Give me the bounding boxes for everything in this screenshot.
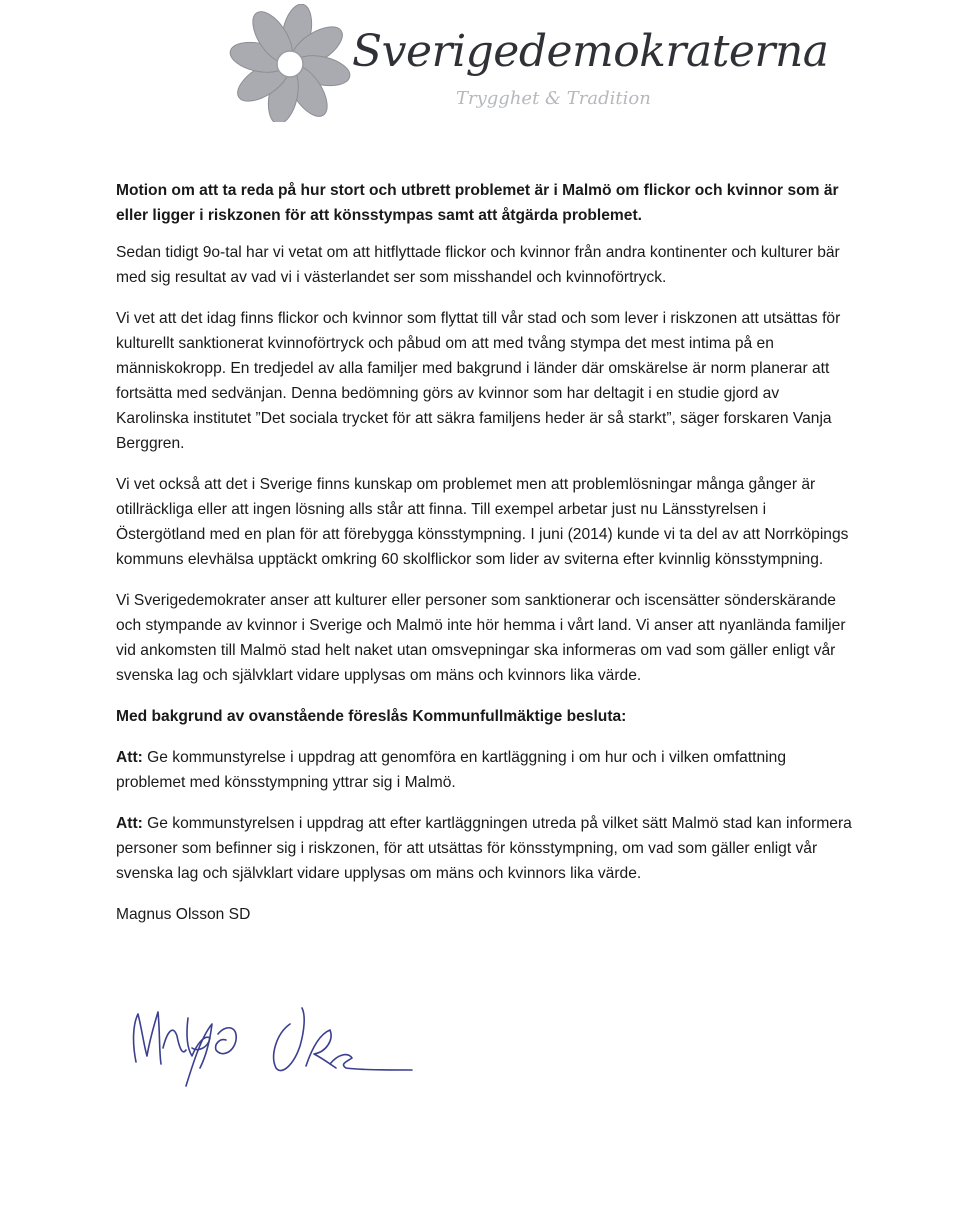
party-tagline: Trygghet & Tradition bbox=[456, 88, 651, 109]
paragraph-1: Sedan tidigt 9o-tal har vi vetat om att hitflyttade flickor och kvinnor från andra kontinenter och kulturer bär med sig resultat av vad vi i västerlandet ser som misshandel och kvinnoförtryck. bbox=[116, 244, 840, 286]
decision-heading: Med bakgrund av ovanstående föreslås Kommunfullmäktige besluta: bbox=[116, 708, 627, 725]
att-text: Ge kommunstyrelse i uppdrag att genomföra en kartläggning i om hur och i vilken omfattning problemet med könsstympning yttrar sig i Malmö. bbox=[116, 749, 786, 791]
paragraph-3: Vi vet också att det i Sverige finns kunskap om problemet men att problemlösningar många gånger är otillräckliga eller att ingen lösning alls står att finna. Till exempel arbetar just nu Länsstyrelsen i Östergötland med en plan för att förebygga könsstympning. I juni (2014) kunde vi ta del av att Norrköpings kommuns elevhälsa upptäckt omkring 60 skolflickor som lider av sviterna efter kvinnlig könsstympning. bbox=[116, 476, 849, 568]
letterhead bbox=[228, 4, 829, 128]
signer-name: Magnus Olsson SD bbox=[116, 906, 251, 923]
handwritten-signature bbox=[100, 990, 440, 1100]
att-text: Ge kommunstyrelsen i uppdrag att efter kartläggningen utreda på vilket sätt Malmö stad kan informera personer som befinner sig i riskzonen, för att utsättas för könsstympning, om vad som gäller enligt vår svenska lag och självklart vidare upplysas om mäns och kvinnors lika värde. bbox=[116, 815, 852, 882]
motion-title: Motion om att ta reda på hur stort och utbrett problemet är i Malmö om flickor och kvinnor som är eller ligger i riskzonen för att könsstympas samt att åtgärda problemet. bbox=[116, 182, 839, 224]
att-label: Att: bbox=[116, 815, 143, 832]
att-item-1 bbox=[116, 745, 856, 795]
party-name: Sverigedemokraterna bbox=[352, 26, 829, 77]
att-label: Att: bbox=[116, 749, 143, 766]
paragraph-2: Vi vet att det idag finns flickor och kvinnor som flyttat till vår stad och som lever i riskzonen att utsättas för kulturellt sanktionerat kvinnoförtryck och påbud om att med tvång stympa det mest intima på en människokropp. En tredjedel av alla familjer med bakgrund i länder där omskärelse är norm planerar att fortsätta med sedvänjan. Denna bedömning görs av kvinnor som har deltagit i en studie gjord av Karolinska institutet ”Det sociala trycket för att säkra familjens heder är så starkt”, säger forskaren Vanja Berggren. bbox=[116, 310, 841, 452]
paragraph-4: Vi Sverigedemokrater anser att kulturer eller personer som sanktionerar och iscensätter sönderskärande och stympande av kvinnor i Sverige och Malmö inte hör hemma i vårt land. Vi anser att nyanlända familjer vid ankomsten till Malmö stad helt naket utan omsvepningar ska informeras om vad som gäller enligt vår svenska lag och självklart vidare upplysas om mäns och kvinnors lika värde. bbox=[116, 592, 846, 684]
document-body bbox=[116, 178, 856, 943]
flower-icon bbox=[228, 4, 358, 122]
att-item-2 bbox=[116, 811, 856, 886]
